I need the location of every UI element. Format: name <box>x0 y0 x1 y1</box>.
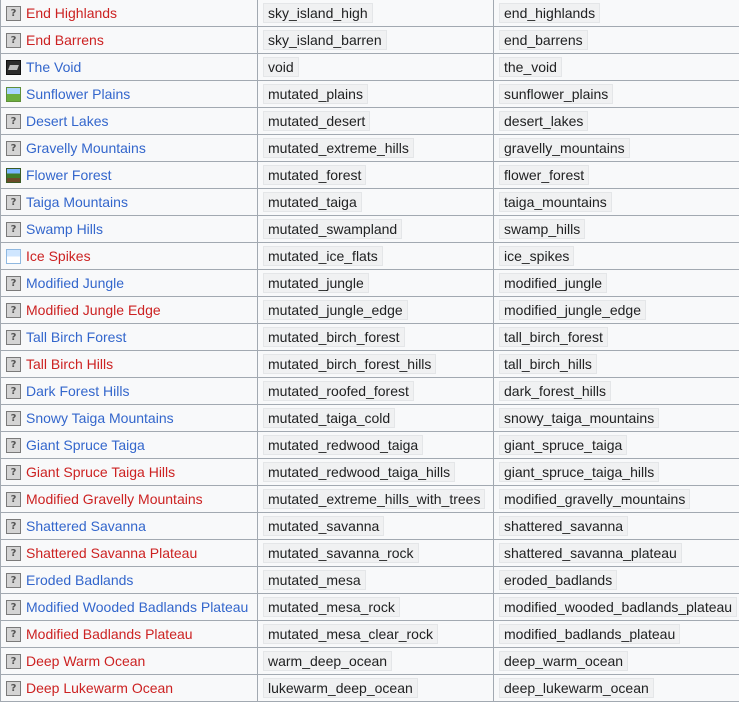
biome-name-cell <box>1 621 258 648</box>
java-id-code: modified_badlands_plateau <box>499 624 680 644</box>
java-id-code: swamp_hills <box>499 219 585 239</box>
bedrock-id-cell <box>258 648 494 675</box>
unknown-icon: ? <box>6 438 21 453</box>
table-row <box>1 162 739 189</box>
bedrock-id-cell <box>258 0 494 27</box>
bedrock-id-code: mutated_taiga <box>263 192 362 212</box>
biome-name-link[interactable]: Giant Spruce Taiga <box>26 437 145 453</box>
java-id-code: tall_birch_forest <box>499 327 608 347</box>
unknown-icon: ? <box>6 519 21 534</box>
unknown-icon: ? <box>6 411 21 426</box>
java-id-cell <box>494 216 739 243</box>
bedrock-id-code: mutated_mesa <box>263 570 366 590</box>
java-id-cell <box>494 486 739 513</box>
bedrock-id-code: mutated_birch_forest_hills <box>263 354 436 374</box>
table-row <box>1 648 739 675</box>
table-row <box>1 243 739 270</box>
bedrock-id-code: lukewarm_deep_ocean <box>263 678 418 698</box>
java-id-cell <box>494 459 739 486</box>
java-id-cell <box>494 378 739 405</box>
biome-name-cell <box>1 243 258 270</box>
biome-name-cell <box>1 135 258 162</box>
table-row <box>1 108 739 135</box>
java-id-cell <box>494 162 739 189</box>
java-id-cell <box>494 432 739 459</box>
bedrock-id-cell <box>258 270 494 297</box>
bedrock-id-cell <box>258 216 494 243</box>
table-row <box>1 81 739 108</box>
unknown-icon: ? <box>6 33 21 48</box>
table-row <box>1 297 739 324</box>
bedrock-id-code: mutated_mesa_clear_rock <box>263 624 438 644</box>
table-row <box>1 54 739 81</box>
biome-name-cell <box>1 405 258 432</box>
table-row <box>1 621 739 648</box>
biome-name-link[interactable]: Tall Birch Hills <box>26 356 114 372</box>
table-row <box>1 351 739 378</box>
table-row <box>1 459 739 486</box>
biome-name-cell <box>1 486 258 513</box>
biome-name-link[interactable]: Tall Birch Forest <box>26 329 127 345</box>
bedrock-id-code: warm_deep_ocean <box>263 651 392 671</box>
biome-name-cell <box>1 351 258 378</box>
biome-name-cell <box>1 81 258 108</box>
java-id-cell <box>494 54 739 81</box>
java-id-cell <box>494 675 739 702</box>
biome-name-cell <box>1 540 258 567</box>
java-id-cell <box>494 405 739 432</box>
biome-name-cell <box>1 378 258 405</box>
java-id-code: modified_gravelly_mountains <box>499 489 690 509</box>
bedrock-id-cell <box>258 297 494 324</box>
bedrock-id-cell <box>258 108 494 135</box>
bedrock-id-code: mutated_roofed_forest <box>263 381 414 401</box>
java-id-cell <box>494 567 739 594</box>
bedrock-id-cell <box>258 27 494 54</box>
biome-name-cell <box>1 108 258 135</box>
table-row <box>1 675 739 702</box>
java-id-code: shattered_savanna <box>499 516 628 536</box>
biome-name-cell <box>1 162 258 189</box>
bedrock-id-cell <box>258 540 494 567</box>
java-id-code: the_void <box>499 57 562 77</box>
bedrock-id-code: mutated_forest <box>263 165 366 185</box>
java-id-code: deep_warm_ocean <box>499 651 628 671</box>
bedrock-id-cell <box>258 432 494 459</box>
unknown-icon: ? <box>6 600 21 615</box>
biome-name-link[interactable]: Eroded Badlands <box>26 572 134 588</box>
java-id-code: snowy_taiga_mountains <box>499 408 659 428</box>
biome-name-cell <box>1 675 258 702</box>
bedrock-id-code: mutated_extreme_hills_with_trees <box>263 489 485 509</box>
biome-name-cell <box>1 513 258 540</box>
java-id-cell <box>494 297 739 324</box>
biome-name-link[interactable]: Deep Warm Ocean <box>26 653 146 669</box>
java-id-cell <box>494 324 739 351</box>
ice-spikes-icon <box>6 249 21 264</box>
java-id-cell <box>494 81 739 108</box>
java-id-code: end_highlands <box>499 3 600 23</box>
biome-name-cell <box>1 567 258 594</box>
java-id-code: tall_birch_hills <box>499 354 597 374</box>
bedrock-id-code: mutated_desert <box>263 111 370 131</box>
java-id-code: modified_jungle <box>499 273 607 293</box>
java-id-cell <box>494 351 739 378</box>
biome-name-link[interactable]: Desert Lakes <box>26 113 109 129</box>
bedrock-id-cell <box>258 81 494 108</box>
unknown-icon: ? <box>6 573 21 588</box>
table-row <box>1 432 739 459</box>
java-id-code: ice_spikes <box>499 246 574 266</box>
biome-name-link[interactable]: Sunflower Plains <box>26 86 131 102</box>
java-id-code: end_barrens <box>499 30 588 50</box>
bedrock-id-cell <box>258 243 494 270</box>
biome-name-cell <box>1 0 258 27</box>
bedrock-id-cell <box>258 405 494 432</box>
biome-name-link[interactable]: Modified Jungle <box>26 275 125 291</box>
biome-name-link[interactable]: Ice Spikes <box>26 248 91 264</box>
java-id-code: flower_forest <box>499 165 589 185</box>
unknown-icon: ? <box>6 222 21 237</box>
java-id-code: giant_spruce_taiga_hills <box>499 462 659 482</box>
java-id-cell <box>494 594 739 621</box>
void-icon <box>6 60 21 75</box>
table-row <box>1 324 739 351</box>
unknown-icon: ? <box>6 6 21 21</box>
unknown-icon: ? <box>6 330 21 345</box>
unknown-icon: ? <box>6 303 21 318</box>
bedrock-id-code: mutated_jungle <box>263 273 369 293</box>
java-id-cell <box>494 243 739 270</box>
biome-name-cell <box>1 270 258 297</box>
java-id-code: taiga_mountains <box>499 192 612 212</box>
biome-name-link[interactable]: Shattered Savanna Plateau <box>26 545 198 561</box>
bedrock-id-code: mutated_redwood_taiga_hills <box>263 462 455 482</box>
java-id-code: sunflower_plains <box>499 84 613 104</box>
biome-name-link[interactable]: Swamp Hills <box>26 221 104 237</box>
java-id-cell <box>494 0 739 27</box>
biome-name-link[interactable]: The Void <box>26 59 82 75</box>
table-row <box>1 594 739 621</box>
bedrock-id-code: sky_island_barren <box>263 30 387 50</box>
java-id-code: shattered_savanna_plateau <box>499 543 682 563</box>
unknown-icon: ? <box>6 627 21 642</box>
biome-name-cell <box>1 324 258 351</box>
biome-name-link[interactable]: Flower Forest <box>26 167 112 183</box>
biome-name-link[interactable]: Modified Wooded Badlands Plateau <box>26 599 249 615</box>
table-row <box>1 216 739 243</box>
bedrock-id-cell <box>258 351 494 378</box>
java-id-code: modified_jungle_edge <box>499 300 646 320</box>
forest-icon <box>6 168 21 183</box>
biome-name-cell <box>1 432 258 459</box>
java-id-code: deep_lukewarm_ocean <box>499 678 654 698</box>
bedrock-id-cell <box>258 162 494 189</box>
bedrock-id-code: mutated_redwood_taiga <box>263 435 423 455</box>
biome-name-cell <box>1 27 258 54</box>
biome-name-link[interactable]: Gravelly Mountains <box>26 140 146 156</box>
java-id-code: dark_forest_hills <box>499 381 611 401</box>
table-row <box>1 270 739 297</box>
biome-name-link[interactable]: Modified Gravelly Mountains <box>26 491 203 507</box>
java-id-cell <box>494 513 739 540</box>
bedrock-id-code: mutated_jungle_edge <box>263 300 408 320</box>
bedrock-id-cell <box>258 459 494 486</box>
java-id-cell <box>494 135 739 162</box>
bedrock-id-cell <box>258 189 494 216</box>
java-id-code: eroded_badlands <box>499 570 617 590</box>
bedrock-id-cell <box>258 54 494 81</box>
table-row <box>1 135 739 162</box>
biome-name-cell <box>1 54 258 81</box>
biome-name-link[interactable]: Deep Lukewarm Ocean <box>26 680 174 696</box>
bedrock-id-cell <box>258 567 494 594</box>
biome-name-cell <box>1 297 258 324</box>
bedrock-id-code: mutated_plains <box>263 84 368 104</box>
bedrock-id-cell <box>258 324 494 351</box>
java-id-code: modified_wooded_badlands_plateau <box>499 597 737 617</box>
bedrock-id-cell <box>258 486 494 513</box>
unknown-icon: ? <box>6 114 21 129</box>
unknown-icon: ? <box>6 384 21 399</box>
biome-name-cell <box>1 594 258 621</box>
java-id-cell <box>494 108 739 135</box>
java-id-code: desert_lakes <box>499 111 588 131</box>
bedrock-id-code: mutated_taiga_cold <box>263 408 395 428</box>
table-row <box>1 405 739 432</box>
java-id-cell <box>494 27 739 54</box>
table-row <box>1 27 739 54</box>
java-id-code: giant_spruce_taiga <box>499 435 627 455</box>
unknown-icon: ? <box>6 654 21 669</box>
table-row <box>1 189 739 216</box>
biome-name-cell <box>1 216 258 243</box>
bedrock-id-code: mutated_savanna_rock <box>263 543 419 563</box>
bedrock-id-cell <box>258 135 494 162</box>
biome-name-cell <box>1 189 258 216</box>
biome-name-link[interactable]: Modified Jungle Edge <box>26 302 161 318</box>
bedrock-id-cell <box>258 513 494 540</box>
bedrock-id-code: void <box>263 57 299 77</box>
unknown-icon: ? <box>6 546 21 561</box>
biome-name-link[interactable]: Dark Forest Hills <box>26 383 130 399</box>
java-id-cell <box>494 621 739 648</box>
bedrock-id-code: mutated_swampland <box>263 219 402 239</box>
biome-name-link[interactable]: Giant Spruce Taiga Hills <box>26 464 176 480</box>
unknown-icon: ? <box>6 465 21 480</box>
java-id-cell <box>494 648 739 675</box>
biome-name-link[interactable]: Modified Badlands Plateau <box>26 626 193 642</box>
unknown-icon: ? <box>6 357 21 372</box>
bedrock-id-cell <box>258 378 494 405</box>
table-row <box>1 513 739 540</box>
biome-name-cell <box>1 459 258 486</box>
java-id-cell <box>494 540 739 567</box>
biome-name-link[interactable]: Taiga Mountains <box>26 194 128 210</box>
biome-name-cell <box>1 648 258 675</box>
table-row <box>1 567 739 594</box>
bedrock-id-code: mutated_mesa_rock <box>263 597 400 617</box>
plains-icon <box>6 87 21 102</box>
bedrock-id-code: sky_island_high <box>263 3 373 23</box>
bedrock-id-code: mutated_ice_flats <box>263 246 383 266</box>
bedrock-id-cell <box>258 621 494 648</box>
unknown-icon: ? <box>6 141 21 156</box>
java-id-cell <box>494 270 739 297</box>
biome-name-link[interactable]: Snowy Taiga Mountains <box>26 410 174 426</box>
table-row <box>1 378 739 405</box>
unknown-icon: ? <box>6 681 21 696</box>
unknown-icon: ? <box>6 276 21 291</box>
biome-name-link[interactable]: End Highlands <box>26 5 118 21</box>
java-id-cell <box>494 189 739 216</box>
unknown-icon: ? <box>6 492 21 507</box>
bedrock-id-code: mutated_savanna <box>263 516 384 536</box>
table-row <box>1 486 739 513</box>
unknown-icon: ? <box>6 195 21 210</box>
table-row <box>1 540 739 567</box>
biome-name-link[interactable]: End Barrens <box>26 32 104 48</box>
bedrock-id-cell <box>258 675 494 702</box>
bedrock-id-code: mutated_birch_forest <box>263 327 405 347</box>
bedrock-id-cell <box>258 594 494 621</box>
bedrock-id-code: mutated_extreme_hills <box>263 138 414 158</box>
biome-name-link[interactable]: Shattered Savanna <box>26 518 146 534</box>
java-id-code: gravelly_mountains <box>499 138 630 158</box>
biome-table-body <box>1 0 739 702</box>
table-row <box>1 0 739 27</box>
